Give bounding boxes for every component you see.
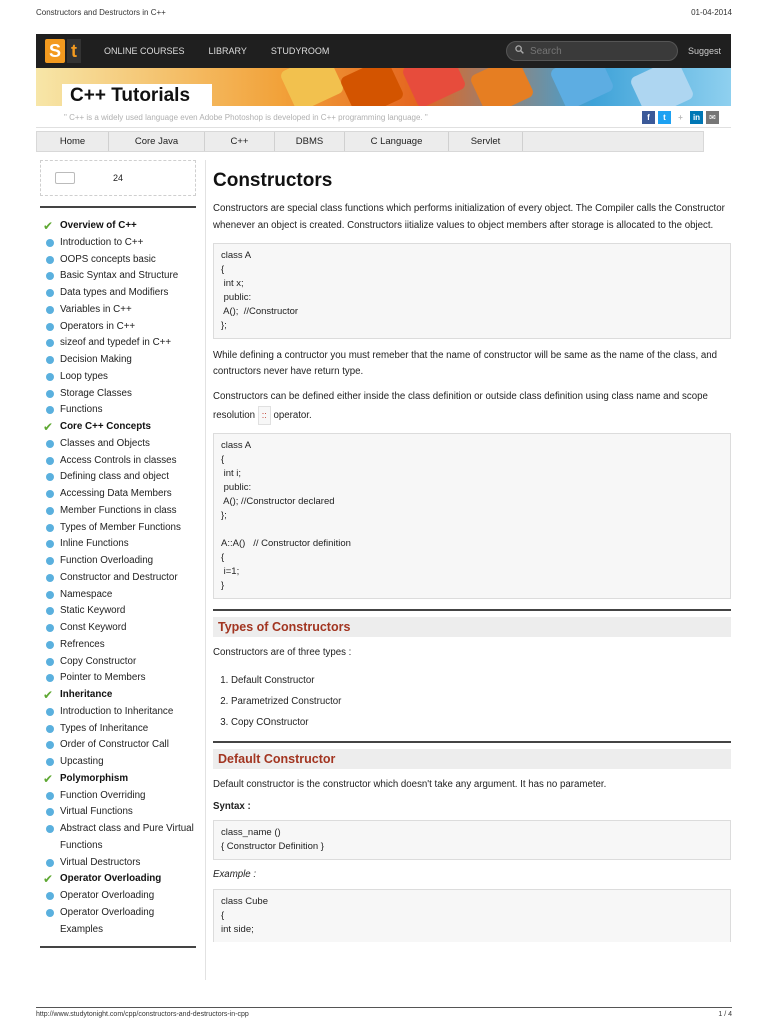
list-item: 1. Default Constructor <box>231 670 731 691</box>
checkmark-icon: ✔ <box>43 688 54 702</box>
sidebar-item-label: Member Functions in class <box>60 504 177 516</box>
print-date: 01-04-2014 <box>691 8 732 17</box>
quote-text: " C++ is a widely used language even Adobe Photoshop is developed in C++ programming language. " <box>64 113 428 122</box>
bullet-icon <box>46 323 54 331</box>
bullet-icon <box>46 406 54 414</box>
sidebar-item-label: Static Keyword <box>60 605 126 617</box>
sidebar-item[interactable] <box>40 788 196 805</box>
sidebar-item-label: Access Controls in classes <box>60 454 177 466</box>
banner-decoration <box>469 68 535 106</box>
sidebar-item-label: Types of Inheritance <box>60 722 149 734</box>
bullet-icon <box>46 507 54 515</box>
bullet-icon <box>46 390 54 398</box>
sidebar-item-label: Variables in C++ <box>60 303 132 315</box>
sidebar-item[interactable] <box>40 402 196 419</box>
bullet-icon <box>46 356 54 364</box>
sidebar-divider <box>40 206 196 208</box>
sidebar-item[interactable] <box>40 637 196 654</box>
bullet-icon <box>46 373 54 381</box>
facebook-icon[interactable]: f <box>642 111 655 124</box>
sidebar-item[interactable] <box>40 670 196 687</box>
bullet-icon <box>46 440 54 448</box>
bullet-icon <box>46 808 54 816</box>
column-divider <box>205 160 206 980</box>
sidebar-item[interactable] <box>40 804 196 821</box>
sidebar-category[interactable] <box>40 871 196 888</box>
sidebar-item-label: Classes and Objects <box>60 437 150 449</box>
types-list <box>231 670 731 733</box>
sidebar-item[interactable] <box>40 352 196 369</box>
banner-decoration <box>401 68 467 106</box>
sidebar-item[interactable] <box>40 235 196 252</box>
bullet-icon <box>46 473 54 481</box>
sidebar-item[interactable] <box>40 268 196 285</box>
checkmark-icon: ✔ <box>43 219 54 233</box>
sidebar-item-label: Namespace <box>60 588 113 600</box>
sidebar-item[interactable] <box>40 654 196 671</box>
sidebar-item-label: Introduction to C++ <box>60 236 144 248</box>
bullet-icon <box>46 825 54 833</box>
sidebar-item[interactable] <box>40 386 196 403</box>
checkmark-icon: ✔ <box>43 872 54 887</box>
sidebar-item-label: Function Overriding <box>60 789 146 801</box>
sidebar-item[interactable] <box>40 252 196 269</box>
sidebar-item[interactable] <box>40 570 196 587</box>
bullet-icon <box>46 574 54 582</box>
sidebar-item[interactable] <box>40 319 196 336</box>
menu-servlet[interactable]: Servlet <box>449 132 523 151</box>
sidebar-item-label: Loop types <box>60 370 108 382</box>
site-logo[interactable] <box>40 35 86 67</box>
print-page: 1 / 4 <box>718 1011 732 1018</box>
sidebar-item-label: Data types and Modifiers <box>60 287 169 298</box>
sidebar-item-label: Const Keyword <box>60 622 127 633</box>
bullet-icon <box>46 591 54 599</box>
menu-home[interactable]: Home <box>37 132 109 151</box>
sidebar-item-label: Virtual Functions <box>60 806 133 818</box>
bullet-icon <box>46 658 54 666</box>
paragraph-text: operator. <box>273 409 312 421</box>
like-count: 24 <box>113 173 124 183</box>
menu-dbms[interactable]: DBMS <box>275 132 345 151</box>
bullet-icon <box>46 524 54 532</box>
sidebar-item-label: Functions <box>60 404 103 416</box>
sidebar-item-label: Function Overloading <box>60 555 154 566</box>
sidebar-item[interactable] <box>40 285 196 302</box>
sidebar-category[interactable] <box>40 419 196 436</box>
list-item: 3. Copy COnstructor <box>231 712 731 733</box>
section-heading: Types of Constructors <box>213 617 731 637</box>
sidebar-item-label: Types of Member Functions <box>60 521 181 533</box>
sidebar-item[interactable] <box>40 587 196 604</box>
bullet-icon <box>46 758 54 766</box>
intro-paragraph: Constructors are special class functions which performs initialization of every object. The Compiler calls the Constructor whenever an object is created. Constructors iitialize values to object members after storage is allocated to the object. <box>213 203 725 231</box>
sidebar-item[interactable] <box>40 620 196 637</box>
paragraph <box>213 389 731 425</box>
sidebar-item[interactable] <box>40 704 196 721</box>
sidebar-item[interactable] <box>40 905 196 939</box>
sidebar-item-label: Order of Constructor Call <box>60 739 169 751</box>
paragraph: While defining a contructor you must remeber that the name of constructor will be same as the name of the class, and contructors never have return type. <box>213 349 718 378</box>
email-icon[interactable]: ✉ <box>706 111 719 124</box>
sidebar-item-label: Basic Syntax and Structure <box>60 270 179 282</box>
bullet-icon <box>46 289 54 297</box>
print-footer <box>36 1007 732 1018</box>
sidebar-item-label: sizeof and typedef in C++ <box>60 337 172 349</box>
sidebar-item[interactable] <box>40 453 196 470</box>
section-divider <box>213 609 731 611</box>
banner-decoration <box>279 68 345 106</box>
sidebar-item[interactable] <box>40 721 196 738</box>
suggest-link[interactable]: Suggest <box>687 46 721 56</box>
sidebar-item-label: Overview of C++ <box>60 220 137 231</box>
nav-studyroom[interactable]: STUDYROOM <box>270 46 330 56</box>
bullet-icon <box>46 624 54 632</box>
sidebar-item[interactable] <box>40 888 196 905</box>
sidebar-item-label: Defining class and object <box>60 471 169 483</box>
print-url: http://www.studytonight.com/cpp/constructors-and-destructors-in-cpp <box>36 1011 249 1018</box>
search-icon <box>515 45 524 57</box>
paragraph: Default constructor is the constructor which doesn't take any argument. It has no parameter. <box>213 778 607 790</box>
sidebar-category[interactable] <box>40 771 196 788</box>
bullet-icon <box>46 708 54 716</box>
sidebar-item-label: Core C++ Concepts <box>60 421 151 432</box>
checkmark-icon: ✔ <box>43 420 54 434</box>
sidebar-item[interactable] <box>40 503 196 520</box>
sidebar-item-label: Operators in C++ <box>60 320 136 332</box>
code-block: class A { int i; public: A(); //Constructor declared }; A::A() // Constructor definition { i=1; } <box>213 433 731 599</box>
sidebar-item[interactable] <box>40 469 196 486</box>
main-content <box>213 170 731 951</box>
logo-s: S <box>45 39 65 63</box>
like-button[interactable] <box>55 172 75 184</box>
sidebar-item-label: Virtual Destructors <box>60 856 141 868</box>
plus-icon[interactable]: + <box>674 111 687 124</box>
sidebar-item-label: Introduction to Inheritance <box>60 705 174 717</box>
logo-t: t <box>67 39 81 63</box>
sidebar-item[interactable] <box>40 536 196 553</box>
sidebar-item-label: Polymorphism <box>60 772 129 784</box>
sidebar-item-label: Upcasting <box>60 756 104 767</box>
sidebar-item-label: Accessing Data Members <box>60 488 172 499</box>
bullet-icon <box>46 909 54 917</box>
sidebar-item-label: Operator Overloading <box>60 873 162 885</box>
bullet-icon <box>46 674 54 682</box>
section-divider <box>213 741 731 743</box>
search-input[interactable] <box>530 46 660 57</box>
menu-c-language[interactable]: C Language <box>345 132 449 151</box>
linkedin-icon[interactable]: in <box>690 111 703 124</box>
nav-online-courses[interactable]: ONLINE COURSES <box>104 46 185 56</box>
list-item: 2. Parametrized Constructor <box>231 691 731 712</box>
sidebar-item-label: Inline Functions <box>60 538 129 550</box>
sidebar-item[interactable] <box>40 369 196 386</box>
sidebar-item[interactable] <box>40 335 196 352</box>
bullet-icon <box>46 725 54 733</box>
sidebar-item-label: Refrences <box>60 638 105 650</box>
sidebar-item[interactable] <box>40 436 196 453</box>
sidebar-item[interactable] <box>40 486 196 503</box>
bullet-icon <box>46 239 54 247</box>
bullet-icon <box>46 557 54 565</box>
page-title: Constructors <box>213 170 333 191</box>
bullet-icon <box>46 306 54 314</box>
share-icons <box>642 111 719 124</box>
bullet-icon <box>46 272 54 280</box>
sidebar-item-label: Inheritance <box>60 689 113 700</box>
bullet-icon <box>46 607 54 615</box>
bullet-icon <box>46 457 54 465</box>
top-navbar <box>36 34 731 68</box>
search-box[interactable] <box>506 41 678 61</box>
like-counter <box>40 160 196 196</box>
sidebar-item-label: Pointer to Members <box>60 672 146 684</box>
sidebar-item-label: Copy Constructor <box>60 655 137 667</box>
bullet-icon <box>46 339 54 347</box>
paragraph: Constructors are of three types : <box>213 646 352 658</box>
sidebar-item-label: Constructor and Destructor <box>60 571 178 583</box>
sidebar-divider <box>40 946 196 948</box>
sidebar-item-label: Operator Overloading Examples <box>60 906 155 935</box>
bullet-icon <box>46 641 54 649</box>
code-block: class Cube { int side; <box>213 889 731 942</box>
banner-decoration <box>549 68 615 106</box>
scope-operator: :: <box>258 406 271 425</box>
bullet-icon <box>46 540 54 548</box>
menu-cpp[interactable]: C++ <box>205 132 275 151</box>
quote-bar <box>36 108 731 128</box>
bullet-icon <box>46 741 54 749</box>
sidebar-item[interactable] <box>40 737 196 754</box>
code-block: class A { int x; public: A(); //Constructor }; <box>213 243 731 339</box>
sidebar-category[interactable] <box>40 218 196 235</box>
twitter-icon[interactable]: t <box>658 111 671 124</box>
print-header <box>36 8 732 17</box>
bullet-icon <box>46 256 54 264</box>
syntax-label: Syntax : <box>213 801 251 813</box>
sidebar <box>40 160 196 948</box>
main-menu <box>36 131 704 152</box>
section-heading: Default Constructor <box>213 749 731 769</box>
sidebar-item[interactable] <box>40 302 196 319</box>
banner-decoration <box>629 68 695 106</box>
sidebar-item-label: Operator Overloading <box>60 890 155 901</box>
sidebar-category[interactable] <box>40 687 196 704</box>
bullet-icon <box>46 490 54 498</box>
top-nav <box>104 46 329 56</box>
menu-core-java[interactable]: Core Java <box>109 132 205 151</box>
sidebar-item[interactable] <box>40 855 196 872</box>
print-title: Constructors and Destructors in C++ <box>36 8 166 17</box>
bullet-icon <box>46 792 54 800</box>
sidebar-item[interactable] <box>40 821 196 855</box>
paragraph-text: Constructors can be defined either inside the class definition or outside class definition using class name and scope resolution <box>213 391 708 421</box>
bullet-icon <box>46 859 54 867</box>
example-label: Example : <box>213 869 257 881</box>
sidebar-item[interactable] <box>40 553 196 570</box>
banner-decoration <box>339 68 405 106</box>
checkmark-icon: ✔ <box>43 771 54 786</box>
sidebar-item-label: Storage Classes <box>60 387 132 399</box>
sidebar-item-label: OOPS concepts basic <box>60 253 156 265</box>
sidebar-list <box>40 218 196 938</box>
nav-library[interactable]: LIBRARY <box>208 46 247 56</box>
sidebar-item[interactable] <box>40 520 196 537</box>
code-block: class_name () { Constructor Definition } <box>213 820 731 860</box>
bullet-icon <box>46 892 54 900</box>
sidebar-item-label: Decision Making <box>60 354 132 365</box>
page-banner-title: C++ Tutorials <box>62 84 212 108</box>
sidebar-item-label: Abstract class and Pure Virtual Functions <box>60 823 194 851</box>
sidebar-item[interactable] <box>40 603 196 620</box>
sidebar-item[interactable] <box>40 754 196 771</box>
